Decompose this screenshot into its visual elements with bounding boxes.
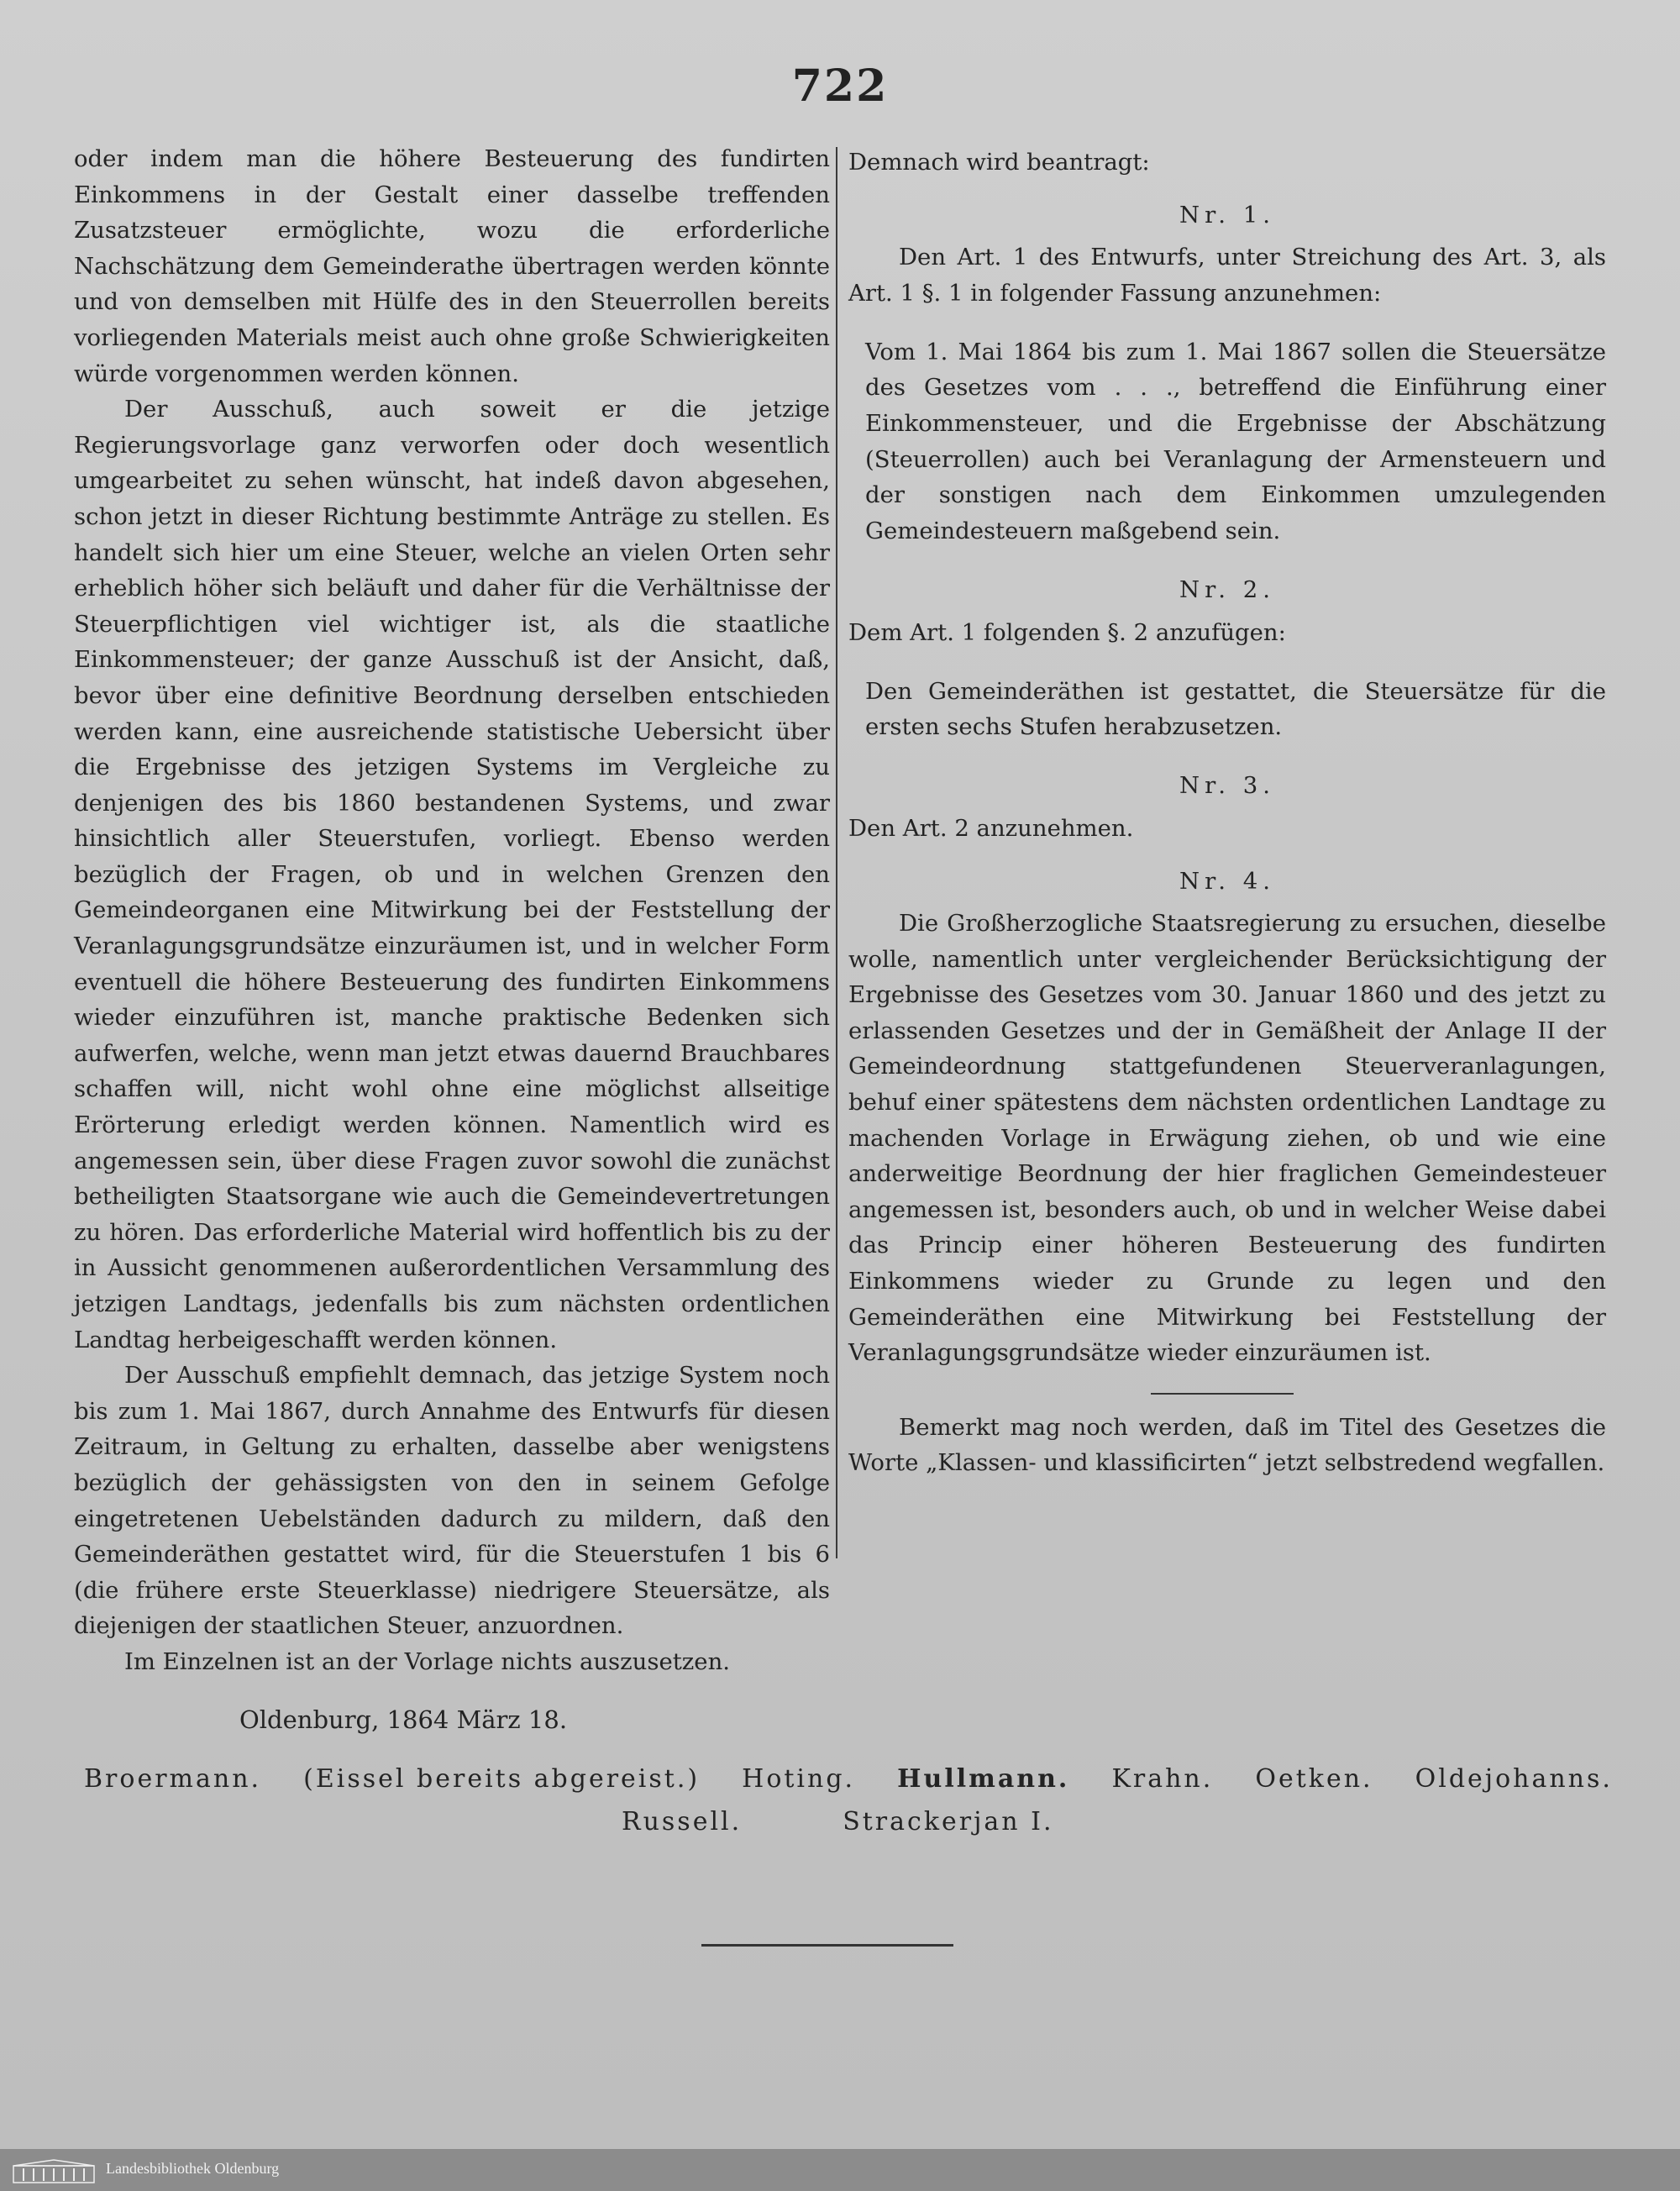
nr4-text: Die Großherzogliche Staatsregierung zu ersuchen, dieselbe wolle, namentlich unter vergleichender Berücksichtigung der Ergebnisse des Gesetzes vom 30. Januar 1860 und des jetzt zu erlassenden Gesetzes und der in Gemäßheit der Anlage II der Gemeindeordnung stattgefundenen Steuerveranlagungen, behuf einer spätestens dem nächsten ordentlichen Landtage zu machenden Vorlage in Erwägung ziehen, ob und wie eine anderweitige Beordnung der hier fraglichen Gemeindesteuer angemessen ist, besonders auch, ob und in welcher Weise dabei das Princip einer höheren Besteuerung des fundirten Einkommens wieder zu Grunde zu legen und den Gemeinderäthen eine Mitwirkung bei Feststellung der Veranlagungsgrundsätze wieder einzuräumen ist.	[848, 910, 1606, 1367]
left-paragraph-4: Im Einzelnen ist an der Vorlage nichts auszusetzen.	[124, 1647, 731, 1675]
nr4-heading: Nr. 4.	[1179, 867, 1275, 895]
signature-russell: Russell.	[622, 1807, 743, 1836]
footer-bar	[0, 2149, 1680, 2191]
nr1-text: Den Art. 1 des Entwurfs, unter Streichung des Art. 3, als Art. 1 §. 1 in folgender Fassung anzunehmen:	[848, 244, 1606, 307]
library-building-icon	[12, 2159, 96, 2184]
footer-library-name: Landesbibliothek Oldenburg	[106, 2160, 280, 2177]
column-divider	[836, 147, 837, 1558]
nr2-heading: Nr. 2.	[1179, 575, 1275, 603]
nr2-proposal: Den Gemeinderäthen ist gestattet, die Steuersätze für die ersten sechs Stufen herabzusetzen.	[865, 677, 1606, 741]
right-column	[848, 144, 1606, 1481]
motion-intro: Demnach wird beantragt:	[848, 149, 1150, 176]
signatures	[84, 1764, 1613, 1836]
signature-row-2	[622, 1807, 1613, 1836]
nr3-text: Den Art. 2 anzunehmen.	[848, 814, 1134, 842]
nr2-text: Dem Art. 1 folgenden §. 2 anzufügen:	[848, 618, 1286, 646]
signature-note-eissel: (Eissel bereits abgereist.)	[303, 1764, 701, 1794]
signature-krahn: Krahn.	[1111, 1764, 1214, 1794]
signature-hoting: Hoting.	[742, 1764, 856, 1794]
signature-oetken: Oetken.	[1255, 1764, 1373, 1794]
signature-row-1	[84, 1764, 1613, 1794]
left-paragraph-1: oder indem man die höhere Besteuerung des fundirten Einkommens in der Gestalt einer dasselbe treffenden Zusatzsteuer ermöglichte, wozu die erforderliche Nachschätzung dem Gemeinderathe übertragen werden könnte und von demselben mit Hülfe des in den Steuerrollen bereits vorliegenden Materials meist auch ohne große Schwierigkeiten würde vorgenommen werden können.	[74, 145, 830, 387]
date-line: Oldenburg, 1864 März 18.	[239, 1705, 568, 1734]
left-paragraph-3: Der Ausschuß empfiehlt demnach, das jetzige System noch bis zum 1. Mai 1867, durch Annahme des Entwurfs für diesen Zeitraum, in Geltung zu erhalten, dasselbe aber wenigstens bezüglich der gehässigsten von den in seinem Gefolge eingetretenen Uebelständen dadurch zu mildern, daß den Gemeinderäthen gestattet wird, für die Steuerstufen 1 bis 6 (die frühere erste Steuerklasse) niedrigere Steuersätze, als diejenigen der staatlichen Steuer, anzuordnen.	[74, 1362, 830, 1640]
nr1-heading: Nr. 1.	[1179, 201, 1275, 229]
signature-strackerjan: Strackerjan I.	[843, 1807, 1054, 1836]
signature-broermann: Broermann.	[84, 1764, 262, 1794]
left-column	[74, 141, 830, 1680]
left-paragraph-2: Der Ausschuß, auch soweit er die jetzige Regierungsvorlage ganz verworfen oder doch wesentlich umgearbeitet zu sehen wünscht, hat indeß davon abgesehen, schon jetzt in dieser Richtung bestimmte Anträge zu stellen. Es handelt sich hier um eine Steuer, welche an vielen Orten sehr erheblich höher sich beläuft und daher für die Verhältnisse der Steuerpflichtigen viel wichtiger ist, als die staatliche Einkommensteuer; der ganze Ausschuß ist der Ansicht, daß, bevor über eine definitive Beordnung derselben entschieden werden kann, eine ausreichende statistische Uebersicht über die Ergebnisse des jetzigen Systems im Vergleiche zu denjenigen des bis 1860 bestandenen Systems, und zwar hinsichtlich aller Steuerstufen, vorliegt. Ebenso werden bezüglich der Fragen, ob und in welchen Grenzen den Gemeindeorganen eine Mitwirkung bei der Feststellung der Veranlagungsgrundsätze einzuräumen ist, und in welcher Form eventuell die höhere Besteuerung des fundirten Einkommens wieder einzuführen ist, manche praktische Bedenken sich aufwerfen, welche, wenn man jetzt etwas dauernd Brauchbares schaffen will, nicht wohl ohne eine möglichst allseitige Erörterung erledigt werden können. Namentlich wird es angemessen sein, über diese Fragen zuvor sowohl die zunächst betheiligten Staatsorgane wie auch die Gemeindevertretungen zu hören. Das erforderliche Material wird hoffentlich bis zu der in Aussicht genommenen außerordentlichen Versammlung des jetzigen Landtags, jedenfalls bis zum nächsten ordentlichen Landtag herbeigeschafft werden können.	[74, 396, 830, 1353]
page-number: 722	[791, 60, 889, 112]
closing-remark: Bemerkt mag noch werden, daß im Titel des Gesetzes die Worte „Klassen- und klassificirten“ jetzt selbstredend wegfallen.	[848, 1413, 1606, 1477]
nr3-heading: Nr. 3.	[1179, 772, 1275, 800]
signature-hullmann: Hullmann.	[897, 1764, 1070, 1794]
signature-oldejohanns: Oldejohanns.	[1415, 1764, 1613, 1794]
nr1-proposal: Vom 1. Mai 1864 bis zum 1. Mai 1867 sollen die Steuersätze des Gesetzes vom . . ., betreffend die Einführung einer Einkommensteuer, und die Ergebnisse der Abschätzung (Steuerrollen) auch bei Veranlagung der Armensteuern und der sonstigen nach dem Einkommen umzulegenden Gemeindesteuern maßgebend sein.	[865, 338, 1606, 544]
end-rule	[701, 1944, 953, 1947]
section-rule	[1151, 1393, 1294, 1395]
